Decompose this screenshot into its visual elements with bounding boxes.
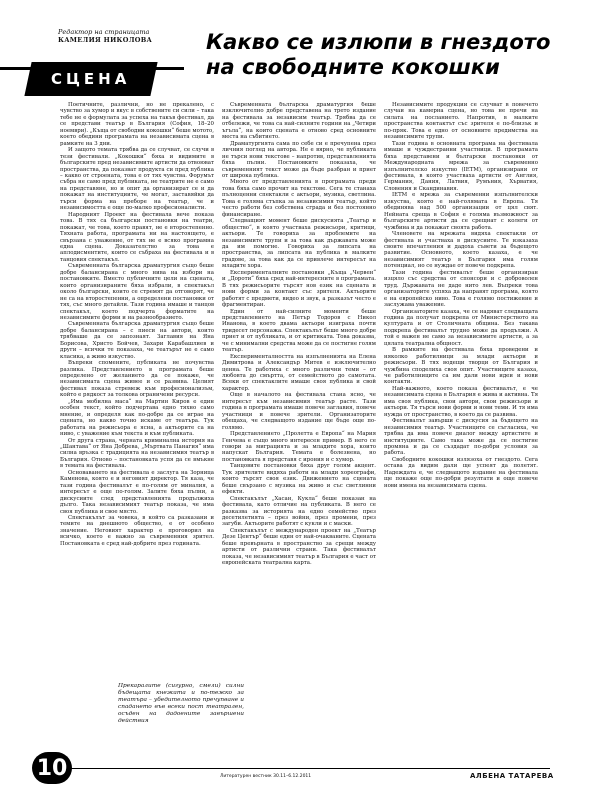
pull-quote: Прекаралите (сигурно, смели) силни бъдещата кнежата и по-тежко за театъра – убедителното пречупване и спадането във всеки пост театрален, осъден на дадоените завършени действия [118,683,244,724]
paragraph: Танцовите постановки бяха друг голям акцент. Тук зрителите видяха работи на млади хореографи, които търсят своя език. Движението на сцената беше свързано с музика на живо и със светлинни ефекти. [222,463,376,496]
editor-name: КАМЕЛИЯ НИКОЛОВА [58,36,153,44]
paragraph: Свободните кокошки излязоха от гнездото. Сега остава да видим дали ще успеят да полетят. Надеждата е, че следващото издание на фестивала ще покаже още по-добри резултати и още повече нови имена на независимата сцена. [384,456,538,489]
editor-role: Редактор на страницата [58,28,150,36]
paragraph: Членовете на мрежата видяха спектакли от фестивала и участваха в дискусиите. Те изказаха своите впечатления и дадоха съвети за бъдещото развитие. Основното, което казаха, е че независимият театър в България има голям потенциал, но се нуждае от повече подкрепа. [384,231,538,270]
editor-credit [58,28,152,44]
paragraph: Експерименталните постановки „Къща „Червен“ и „Дороти“ бяха сред най-интересните в програмата. В тях режисьорите търсят нов език на сцената и нови форми за контакт със зрителя. Актьорите работят с предмети, видео и звук, а разказът често е фрагментиран. [222,269,376,309]
paragraph: Много от представленията в програмата преди това бяха само прочит на текстове. Сега те станаха пълноценни спектакли с актьори, музика, светлина. Това е голяма стъпка за независимия театър, който често работи без собствена сграда и без постоянно финансиране. [222,179,376,218]
paragraph: Народният Проект на фестивала вече показа това. В тях са български постановки на театри, покажат, че това, което правят, не е второстепенно. Тяхната работа, програмата ни на настоящето, е свързана с уважение, от тях не е всяко програмна една сцена. Доказателство за това е аплодисментите, които се събраха на фестивала и в танцовия спектакъл. [60,211,214,263]
paragraph: IETM е мрежа за съвременни изпълнителски изкуства, която е най-голямата в Европа. Тя обединява над 500 организации от цял свят. Нейната среща в София е голяма възможност за българските артисти да се срещнат с колеги от чужбина и да покажат своята работа. [384,192,538,231]
paragraph: Фестивалът завърши с дискусия за бъдещето на независимия театър. Участниците се съгласиха, че трябва да има повече диалог между артистите и институциите. Само така може да се постигне промяна и да се създадат по-добри условия за работа. [384,418,538,457]
paragraph: Съвременната българска драматургия също беше добре балансирана – с пиеси на автори, които трябваше да се запознаят. Заглавия на Яна Борисова, Христо Бойчев, Захари Карабашлиев и други – всички те показаха, че театърът не е само класика, а живо изкуство. [60,321,214,360]
paragraph: Съвременната българска драматургия също беше добре балансирана с много нива на избори на постановките. Вместо публичните цели на сцената, които организираните бяха избрали, в спектакъл около български, които се стремят да отговорят, че не са на второстепенни, а определени постановки от тях, със много детайли. Тази година имаше и танцов спектакъл, което подчерта форматите на независимите форми и на разнообразието. [60,263,214,321]
paragraph: Спектакълът за човека, в който са разказани и темите на днешното общество, е от особено значение. Неговият характер е проговорил на всичко, което е важно за съвременния зрител. Постановката е сред най-добрите през годината. [60,515,214,547]
paragraph: Въпреки спомените, публиката не почувства разлика. Представлението в програмата беше определено от желанието да се покаже, че независимата сцена живее и се развива. Целият фестивал показа стремеж към професионализъм, който е рядкост за толкова ограничени ресурси. [60,360,214,399]
article-column-1 [60,102,214,750]
paragraph: И защото темата трябва да се случват, се случи в тези фестивали. „Кокошки“ бяха и видимите в българските пред независимите артисти да отвоюват пространства, да показват продукта си пред публика – какво от строената, това е от тях чувства. Форумът събра не само пред публиката, не театрите не е само на представяне, но и опит да организират се и да покажат на институциите, че могат, заставяйки да търси форма на преборе на театър, че и независимостта е още по-малко професионалисти. [60,147,214,212]
paragraph: От друга страна, черната криминална история на „Шантава“ от Яна Добрева, „Мъртвата Панагия“ има силна връзка с традицията на независимия театър в България. Отново – постановката успя да се вмъкне в темата на фестивала. [60,437,214,470]
paragraph: Един от най-силните моменти беше представлението на Петър Тодоров с Никол Иванова, в което двама актьори изиграха почти тридесет персонажа. Спектакълът беше много добре приет и от публиката, и от критиката. Това доказва, че с минимални средства може да се постигне голям театър. [222,308,376,354]
paragraph: В рамките на фестивала бяха проведени и няколко работилници за млади актьори и режисьори. В тях водещи творци от България и чужбина споделиха своя опит. Участниците казаха, че работилниците са им дали нови идеи и нови контакти. [384,347,538,386]
page-number: 10 [32,752,72,784]
section-label: СЦЕНА [51,70,131,88]
paragraph: Спектакълът с международен проект на „Театър Дезе Център“ беше един от най-очакваните. Сцената беше превърната в пространство за срещи между артисти от различни страни. Така фестивалът показа, че независимият театър в България е част от европейската театрална карта. [222,527,376,567]
paragraph: Съвременната българска драматургия беше изключително добре представена на трето издание на фестивала за независим театър. Трябва да се отбележи, че това са най-силните години на „Четири ъгъла“, на които сцената е отново сред основните места на събитието. [222,102,376,141]
paragraph: Тази година в основната програма на фестивала имаше и чуждестранни участници. В програмата бяха представени и български постановки от Международната мрежа за съвременно изпълнителско изкуство (IETM), организирани от фестивала, в която участваха артисти от Англия, Германия, Дания, Латвия, Румъния, Хърватия, Словения и Скандинавия. [384,140,538,192]
publication-info: Литературен вестник 30.11–6.12.2011 [220,774,312,779]
paragraph: Тази година фестивалът беше организиран изцяло със средства от спонсори и с доброволен труд. Държавата не даде нито лев. Въпреки това организаторите успяха да направят програма, която е на европейско ниво. Това е голямо постижение и заслужава уважение. [384,269,538,309]
paragraph: „Има мобилна маса“ на Мартин Киров е един особен текст, който подчертава едно тяхно само мнение, и определя как по-добре да се играе на сцената, но какво точно искаме от театъра. Тук работата на режисьора е ясна, а актьорите са на ниво, с уважение към текста и към публиката. [60,398,214,438]
paragraph: Поетичните, различни, но не прекалено, с чувство за хумор и вкус в собствените си сили – така тебе не е формулата за успеха на такъв фестивал, да се представи театър в България (София, 18–20 ноември). „Къща от свободни кокошки“ беше мотото, което обедини програмата на независимата сцена в рамките на 3 дни. [60,102,214,147]
paragraph: Независимите продукции се случват в повечето случаи на камерна сцена, но това не пречи на силата на посланието. Напротив, в малките пространства контактът със зрителя е по-близък и по-пряк. Това е едно от основните предимства на независимите трупи. [384,102,538,141]
paragraph: Драматургията сама по себе си е пречупена през личния поглед на автора. Не е вярно, че публиката не търси нови текстове – напротив, представленията бяха пълни. Постановките показаха, че съвременният текст може да бъде разбран и приет от широка публика. [222,140,376,179]
article-headline: Какво се излюпи в гнездото на свободните кокошки [206,30,551,79]
paragraph: Спектакълът „Хасан, Кукла“ беше показан на фестивала, като отличие на публиката. В него се разказва за историята на едно семейство през десетилетията – през войни, през промени, през загуби. Актьорите работят с кукли и с маски. [222,495,376,528]
paragraph: Експерименталността на изпълненията на Елена Димитрова и Александър Митев е изключително ценна. Те работиха с много различни теми – от любовта до смъртта, от семейството до самотата. Всеки от спектаклите имаше своя публика и свой характер. [222,353,376,392]
article-column-3 [384,102,538,750]
article-column-2 [222,102,376,750]
paragraph: Организаторите казаха, че се надяват следващата година да получат подкрепа от Министерството на културата и от Столичната община. Без такава подкрепа фестивалът трудно може да продължи. А той е важен не само за независимите артисти, а за цялата театрална общност. [384,308,538,347]
paragraph: Следващият момент беше дискусията „Театър и общество“, в която участваха режисьори, критици, актьори. Те говориха за проблемите на независимите трупи и за това как държавата може да им помогне. Говориха за липсата на пространства, за липсата на публика в малките градове, за това как да се привлече интересът на младите хора. [222,218,376,270]
paragraph: Най-важното, което показа фестивалът, е че независимата сцена в България е жива и активна. Тя има своя публика, свои автори, свои режисьори и актьори. Тя търси нови форми и нови теми. И тя има нужда от пространство, в което да се развива. [384,385,538,418]
section-label-box [24,62,157,96]
article-author: АЛБЕНА ТАТАРЕВА [470,772,554,780]
footer-rule [60,768,550,769]
paragraph: Още в началото на фестивала стана ясно, че интересът към независимия театър расте. Тази година в програмата имаше повече заглавия, повече участници и повече зрители. Организаторите обещаха, че следващото издание ще бъде още по-голямо. [222,392,376,431]
paragraph: Представлението „Пролетта е Европа“ на Мария Генчева е също много интересен пример. В него се говори за миграцията и за младите хора, които напускат България. Темата е болезнена, но постановката я представя с ирония и с хумор. [222,431,376,463]
paragraph: Основаването на фестивала е заслуга на Зорница Каменова, която е и неговият директор. Тя каза, че тази година фестивалът е по-голям от миналия, а интересът е още по-голям. Залите бяха пълни, а дискусиите след представленията продължиха дълго. Така независимият театър показа, че има своя публика и свое място. [60,469,214,515]
